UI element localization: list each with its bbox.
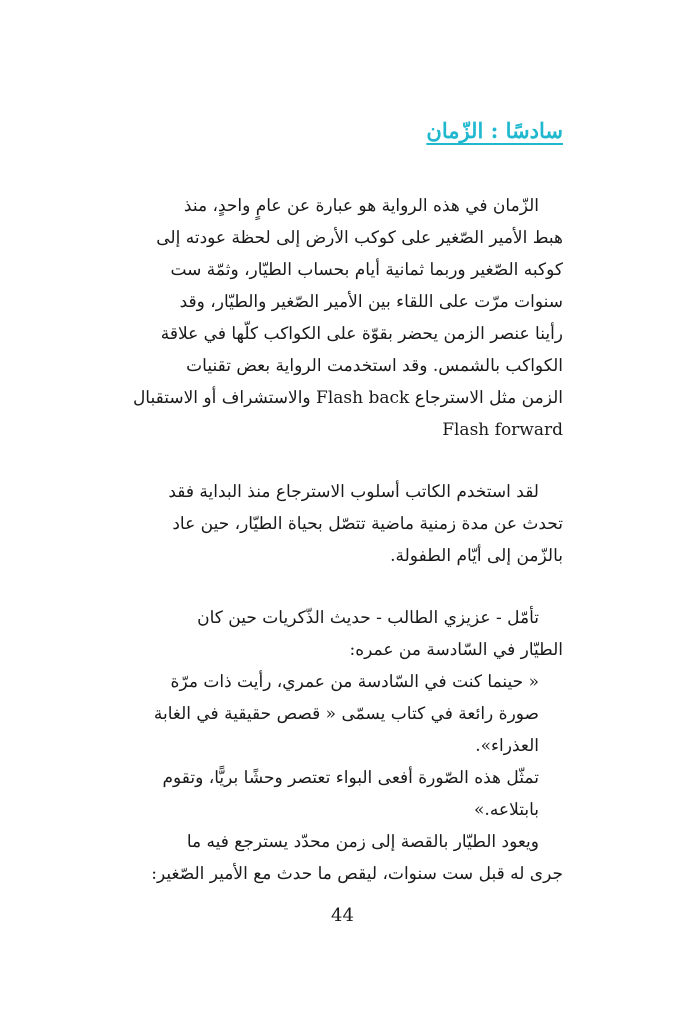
quote-line: العذراء». [475,736,539,756]
quote-line: بابتلاعه.» [474,800,539,820]
quote-line: صورة رائعة في كتاب يسمّى « قصص حقيقية في الغابة [153,704,539,724]
text-line: رأينا عنصر الزمن يحضر بقوّة على الكواكب كلّها في علاقة [160,324,563,344]
text-line: سنوات مرّت على اللقاء بين الأمير الصّغير والطيّار، وقد [179,292,563,312]
paragraph-quote [151,602,563,890]
text-line: الطيّار في السّادسة من عمره: [349,640,563,660]
paragraph-time-definition [133,190,563,446]
section-heading: سادسًا : الزّمان [426,118,563,143]
quote-line: « حينما كنت في السّادسة من عمري، رأيت ذات مرّة [170,672,539,692]
text-line: لقد استخدم الكاتب أسلوب الاسترجاع منذ البداية فقد [168,482,539,502]
text-line: الكواكب بالشمس. وقد استخدمت الرواية بعض تقنيات [186,356,563,376]
text-line: تأمّل - عزيزي الطالب - حديث الذّكريات حين كان [197,608,539,628]
text-line: بالزّمن إلى أيّام الطفولة. [390,546,563,566]
text-line: الزمن مثل الاسترجاع Flash back والاستشراف أو الاستقبال [132,388,563,408]
text-line: الزّمان في هذه الرواية هو عبارة عن عامٍ واحدٍ، منذ [183,196,539,216]
text-line: تحدث عن مدة زمنية ماضية تتصّل بحياة الطيّار، حين عاد [172,514,563,534]
text-line: Flash forward [442,420,563,440]
paragraph-flashback [168,476,563,572]
page-number: 44 [331,905,354,926]
text-line: هبط الأمير الصّغير على كوكب الأرض إلى لحظة عودته إلى [156,228,563,248]
text-line: جرى له قبل ست سنوات، ليقص ما حدث مع الأمير الصّغير: [151,864,563,884]
quote-line: تمثّل هذه الصّورة أفعى البواء تعتصر وحشًا بريًّا، وتقوم [162,768,539,788]
text-line: كوكبه الصّغير وربما ثمانية أيام بحساب الطيّار، وثمّة ست [170,260,563,280]
text-line: ويعود الطيّار بالقصة إلى زمن محدّد يسترجع فيه ما [186,832,539,852]
